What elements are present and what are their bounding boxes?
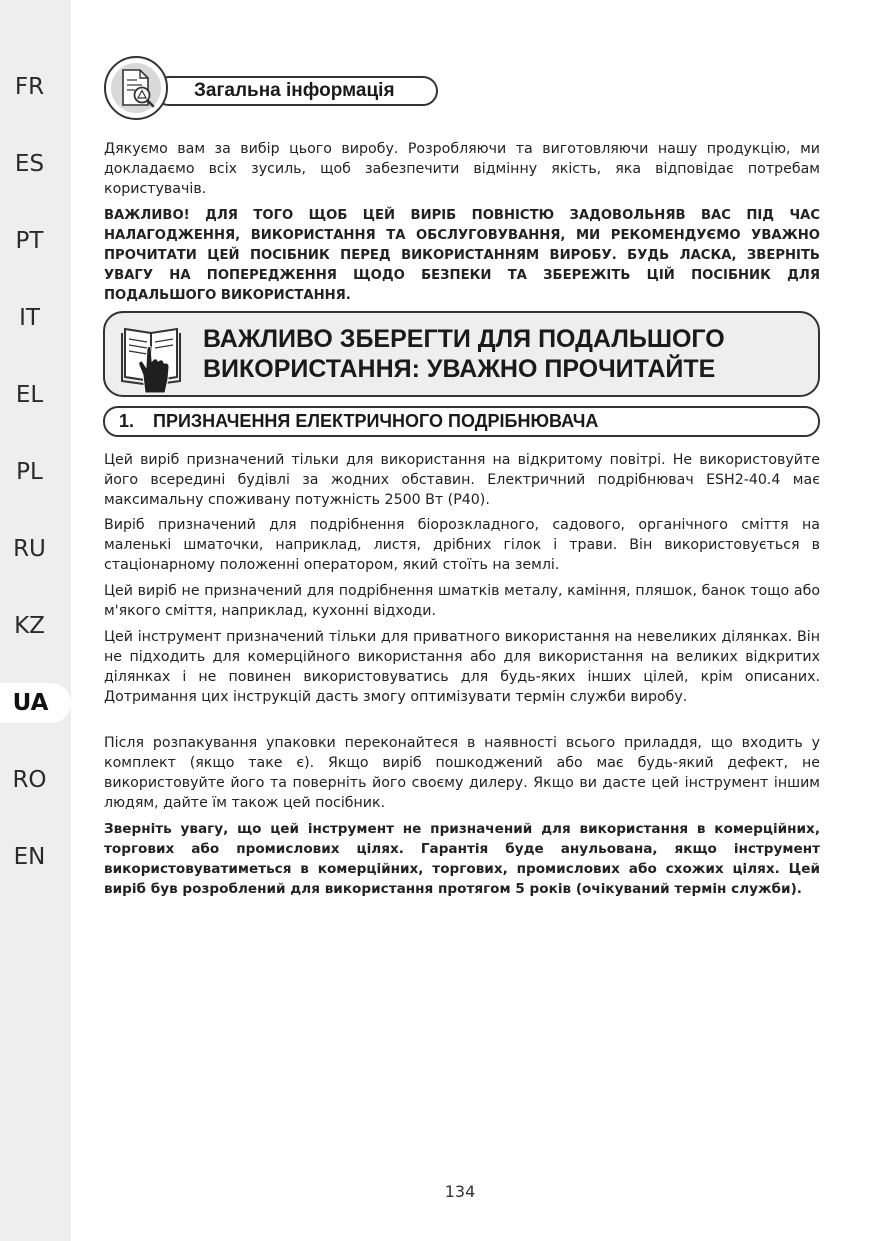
lang-tab-kz[interactable]: KZ	[14, 613, 45, 639]
section-paragraph-4: Цей інструмент призначений тільки для приватного використання на невеликих ділянках. Він не підходить для комерційного використання або для використання на великих відкритих ділянках і не повинен використовуватись для будь-яких інших цілей, крім описаних. Дотримання цих інструкцій дасть змогу оптимізувати термін служби виробу.	[104, 629, 820, 705]
general-info-title: Загальна інформація	[154, 76, 438, 106]
lang-tab-ua-active[interactable]: UA	[0, 683, 71, 723]
document-magnifier-warning-icon	[106, 58, 166, 118]
section-number: 1.	[119, 411, 135, 431]
general-info-icon-badge	[104, 56, 168, 120]
intro-paragraph: Дякуємо вам за вибір цього виробу. Розробляючи та виготовляючи нашу продукцію, ми докладаємо всіх зусиль, щоб забезпечити відмінну якість, яка відповідає потребам користувачів.	[104, 141, 820, 197]
page-number: 134	[444, 1182, 476, 1201]
banner-title	[203, 324, 725, 384]
section-title: ПРИЗНАЧЕННЯ ЕЛЕКТРИЧНОГО ПОДРІБНЮВАЧА	[153, 411, 599, 431]
lang-tab-pt[interactable]: PT	[15, 228, 44, 254]
lang-tab-el[interactable]: EL	[15, 382, 44, 408]
section-paragraph-3: Цей виріб не призначений для подрібнення шматків металу, каміння, пляшок, банок тощо або м'якого сміття, наприклад, кухонні відходи.	[104, 583, 820, 619]
lang-tab-it[interactable]: IT	[19, 305, 40, 331]
language-sidebar	[0, 0, 71, 1241]
lang-tab-pl[interactable]: PL	[16, 459, 43, 485]
read-manual-hand-icon	[119, 319, 189, 393]
section-paragraph-1: Цей виріб призначений тільки для використання на відкритому повітрі. Не використовуйте його всередині будівлі за жодних обставин. Електричний подрібнювач ESH2-40.4 має максимальну споживану потужність 2500 Вт (P40).	[104, 452, 820, 508]
lang-tab-ro[interactable]: RO	[12, 767, 47, 793]
general-info-header	[104, 56, 438, 120]
banner-title-line2: ВИКОРИСТАННЯ: УВАЖНО ПРОЧИТАЙТЕ	[203, 355, 716, 383]
read-carefully-banner	[103, 311, 820, 397]
section-paragraph-5: Після розпакування упаковки переконайтеся в наявності всього приладдя, що входить у комплект (якщо таке є). Якщо виріб пошкоджений або має будь-який дефект, не використовуйте його та поверніть його своєму дилеру. Якщо ви дасте цей інструмент іншим людям, дайте їм також цей посібник.	[104, 735, 820, 811]
lang-tab-en[interactable]: EN	[13, 844, 46, 870]
banner-title-line1: ВАЖЛИВО ЗБЕРЕГТИ ДЛЯ ПОДАЛЬШОГО	[203, 325, 725, 353]
lang-tab-es[interactable]: ES	[14, 151, 45, 177]
important-notice: ВАЖЛИВО! ДЛЯ ТОГО ЩОБ ЦЕЙ ВИРІБ ПОВНІСТЮ ЗАДОВОЛЬНЯВ ВАС ПІД ЧАС НАЛАГОДЖЕННЯ, ВИКОРИСТАННЯ ТА ОБСЛУГОВУВАННЯ, МИ РЕКОМЕНДУЄМО УВАЖНО ПРОЧИТАТИ ЦЕЙ ПОСІБНИК ПЕРЕД ВИКОРИСТАННЯМ ВИРОБУ. БУДЬ ЛАСКА, ЗВЕРНІТЬ УВАГУ НА ПОПЕРЕДЖЕННЯ ЩОДО БЕЗПЕКИ ТА ЗБЕРЕЖІТЬ ЦІЙ ПОСІБНИК ДЛЯ ПОДАЛЬШОГО ВИКОРИСТАННЯ.	[104, 208, 820, 303]
lang-tab-fr[interactable]: FR	[14, 74, 45, 100]
section-paragraph-2: Виріб призначений для подрібнення біорозкладного, садового, органічного сміття на маленькі шматочки, наприклад, листя, дрібних гілок і трави. Він використовується в стаціонарному положенні оператором, який стоїть на землі.	[104, 517, 820, 573]
lang-tab-ru[interactable]: RU	[13, 536, 46, 562]
commercial-use-warning: Зверніть увагу, що цей інструмент не призначений для використання в комерційних, торгових або промислових цілях. Гарантія буде анульована, якщо інструмент використовуватиметься в комерційних, торгових, промислових або схожих цілях. Цей виріб був розроблений для використання протягом 5 років (очікуваний термін служби).	[104, 821, 820, 897]
section-heading	[103, 406, 820, 437]
